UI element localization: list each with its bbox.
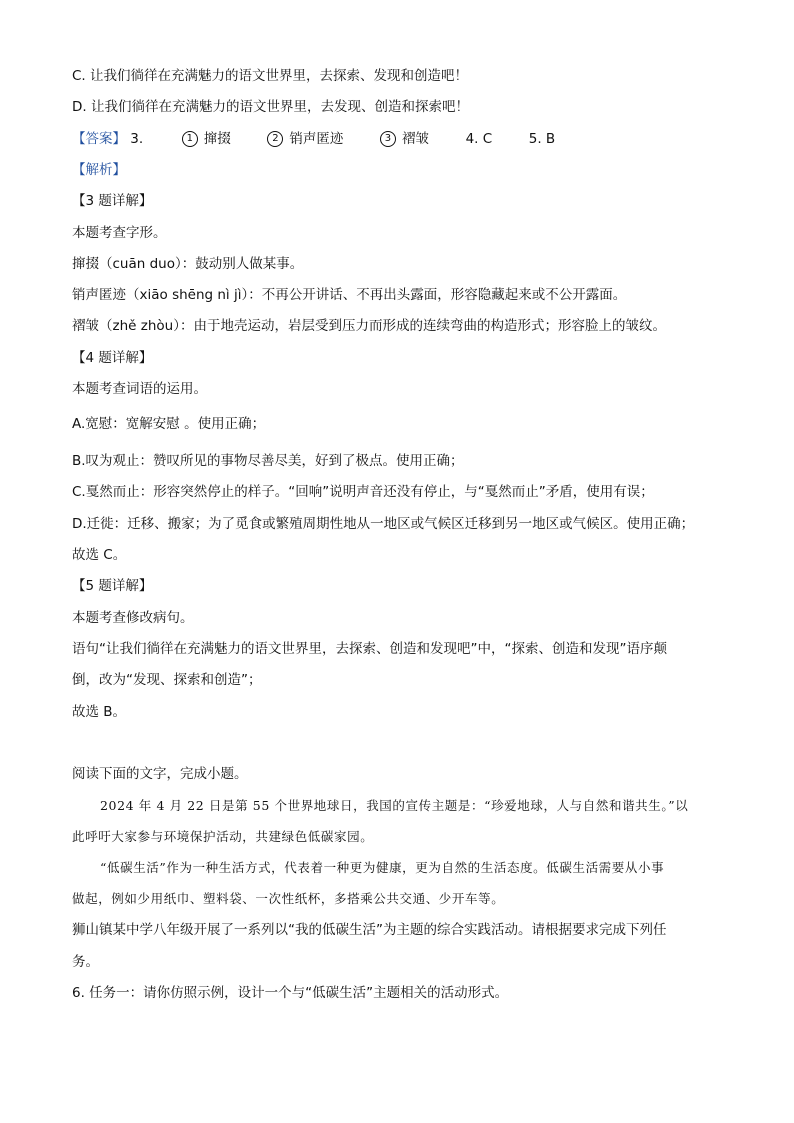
answer-row [72, 129, 555, 149]
q3-intro: 本题考查字形。 [72, 225, 167, 241]
option-c-text: C. 让我们徜徉在充满魅力的语文世界里，去探索、发现和创造吧！ [72, 68, 469, 84]
q4-intro: 本题考查词语的运用。 [72, 381, 207, 397]
q4-option-c: C.戛然而止：形容突然停止的样子。“回响”说明声音还没有停止，与“戛然而止”矛盾，使用有误； [72, 484, 654, 500]
q5-intro: 本题考查修改病句。 [72, 610, 194, 626]
answer-item-1: 撺掇 [203, 131, 231, 147]
task-intro-line-1: 狮山镇某中学八年级开展了一系列以“我的低碳生活”为主题的综合实践活动。请根据要求完成下列任 [72, 922, 667, 938]
reading-intro: 阅读下面的文字，完成小题。 [72, 766, 248, 782]
q5-body-line-2: 倒，改为“发现、探索和创造”； [72, 672, 262, 688]
q3-word-2: 销声匿迹（xiāo shēng nì jì）：不再公开讲话、不再出头露面，形容隐藏起来或不公开露面。 [72, 287, 627, 303]
passage-p2-line-2: 做起，例如少用纸巾、塑料袋、一次性纸杯，多搭乘公共交通、少开车等。 [72, 891, 505, 906]
answer-q4: 4. C [465, 131, 493, 147]
q3-heading: 【3 题详解】 [72, 193, 153, 209]
task-intro-line-2: 务。 [72, 954, 99, 970]
q5-choose: 故选 B。 [72, 704, 127, 720]
q5-body-line-1: 语句“让我们徜徉在充满魅力的语文世界里，去探索、创造和发现吧”中，“探索、创造和发现”语序颠 [72, 641, 667, 657]
q3-word-1: 撺掇（cuān duo）：鼓动别人做某事。 [72, 256, 304, 272]
q4-choose: 故选 C。 [72, 547, 127, 563]
q4-heading: 【4 题详解】 [72, 350, 153, 366]
circled-number-3: 3 [380, 131, 396, 147]
task-6-prompt: 6. 任务一：请你仿照示例，设计一个与“低碳生活”主题相关的活动形式。 [72, 985, 509, 1001]
passage-p1-line-1: 2024 年 4 月 22 日是第 55 个世界地球日，我国的宣传主题是：“珍爱地球，人与自然和谐共生。”以 [100, 798, 689, 813]
q4-option-b: B.叹为观止：赞叹所见的事物尽善尽美，好到了极点。使用正确； [72, 453, 464, 469]
q5-heading: 【5 题详解】 [72, 578, 153, 594]
answer-item-3: 褶皱 [401, 131, 429, 147]
answer-label: 【答案】 [72, 131, 126, 147]
analysis-label: 【解析】 [72, 162, 126, 178]
circled-number-2: 2 [267, 131, 283, 147]
q4-option-a: A.宽慰：宽解安慰 。使用正确； [72, 416, 266, 432]
option-d-text: D. 让我们徜徉在充满魅力的语文世界里，去发现、创造和探索吧！ [72, 99, 469, 115]
answer-q5: 5. B [528, 131, 556, 147]
passage-p1-line-2: 此呼吁大家参与环境保护活动，共建绿色低碳家园。 [72, 829, 374, 844]
q4-option-d: D.迁徙：迁移、搬家；为了觅食或繁殖周期性地从一地区或气候区迁移到另一地区或气候区。使用正确； [72, 516, 695, 532]
q3-word-3: 褶皱（zhě zhòu）：由于地壳运动，岩层受到压力而形成的连续弯曲的构造形式；形容脸上的皱纹。 [72, 318, 666, 334]
answer-q3-number: 3. [130, 131, 144, 147]
answer-item-2: 销声匿迹 [289, 131, 344, 147]
circled-number-1: 1 [182, 131, 198, 147]
passage-p2-line-1: “低碳生活”作为一种生活方式，代表着一种更为健康，更为自然的生活态度。低碳生活需要从小事 [100, 860, 665, 875]
